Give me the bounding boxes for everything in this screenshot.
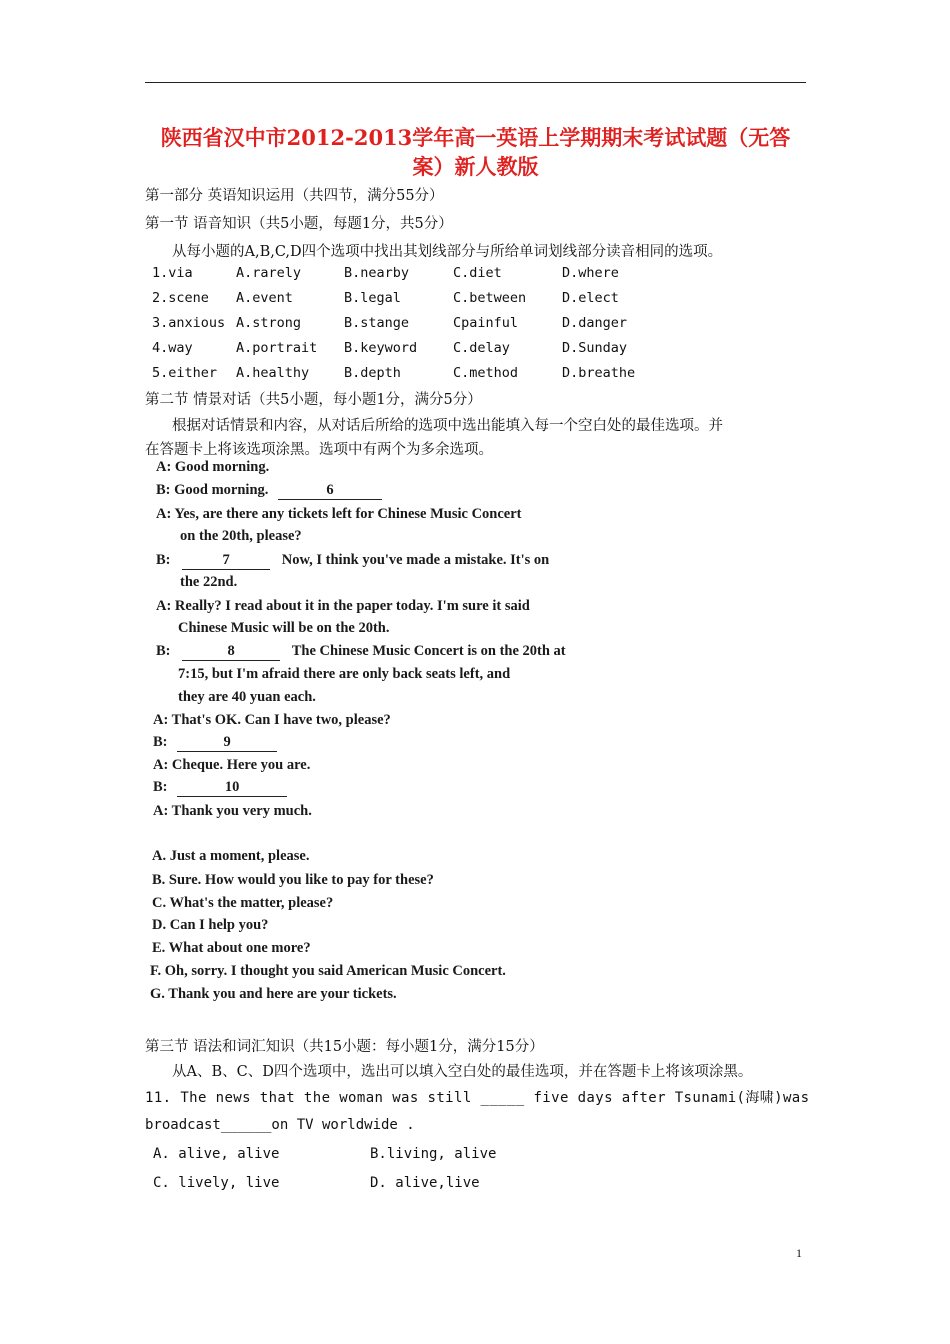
question-11-option-a: A. alive, alive	[153, 1146, 280, 1162]
q1-option-c: C.diet	[453, 265, 502, 281]
q1-word: 1.via	[152, 265, 193, 281]
section-three-heading: 第三节 语法和词汇知识（共15小题：每小题1分，满分15分）	[145, 1039, 544, 1055]
q1-option-d: D.where	[562, 265, 619, 281]
dialogue-line	[153, 779, 287, 797]
title-line-1: 陕西省汉中市2012-2013学年高一英语上学期期末考试试题（无答	[160, 125, 791, 150]
title-line-2: 案）新人教版	[412, 154, 539, 179]
dialogue-line: 7:15, but I'm afraid there are only back seats left, and	[178, 666, 511, 682]
q3-option-d: D.danger	[562, 315, 628, 331]
dialogue-option-c: C. What's the matter, please?	[152, 895, 334, 911]
q2-option-a: A.event	[236, 290, 293, 306]
blank-8: 8	[182, 643, 280, 661]
header-rule	[145, 82, 806, 83]
question-11-line-2: broadcast______on TV worldwide .	[145, 1117, 415, 1133]
q4-option-d: D.Sunday	[562, 340, 628, 356]
q4-option-b: B.keyword	[344, 340, 418, 356]
q2-word: 2.scene	[152, 290, 209, 306]
question-11-option-b: B.living, alive	[370, 1146, 497, 1162]
dialogue-line: A: Really? I read about it in the paper today. I'm sure it said	[156, 598, 530, 614]
blank-6: 6	[278, 482, 382, 500]
dialogue-speaker-text: B:	[153, 779, 168, 795]
q2-option-d: D.elect	[562, 290, 619, 306]
q5-word: 5.either	[152, 365, 218, 381]
q3-option-b: B.stange	[344, 315, 410, 331]
dialogue-option-g: G. Thank you and here are your tickets.	[150, 986, 397, 1002]
q4-word: 4.way	[152, 340, 193, 356]
dialogue-line	[156, 552, 549, 570]
blank-10: 10	[177, 779, 287, 797]
q3-word: 3.anxious	[152, 315, 226, 331]
dialogue-text: Now, I think you've made a mistake. It's on	[281, 552, 550, 568]
dialogue-line: A: Thank you very much.	[153, 803, 312, 819]
q5-option-b: B.depth	[344, 365, 401, 381]
dialogue-speaker-text: B:	[156, 643, 171, 659]
dialogue-option-a: A. Just a moment, please.	[152, 848, 310, 864]
document-title	[145, 123, 806, 181]
dialogue-speaker-text: B: Good morning.	[156, 482, 269, 498]
q4-option-c: C.delay	[453, 340, 510, 356]
question-11-option-c: C. lively, live	[153, 1175, 280, 1191]
section-two-instruction-1: 根据对话情景和内容，从对话后所给的选项中选出能填入每一个空白处的最佳选项。并	[172, 418, 723, 434]
q4-option-a: A.portrait	[236, 340, 318, 356]
dialogue-option-e: E. What about one more?	[152, 940, 311, 956]
section-three-instruction: 从A、B、C、D四个选项中，选出可以填入空白处的最佳选项，并在答题卡上将该项涂黑。	[172, 1064, 753, 1080]
section-one-heading: 第一节 语音知识（共5小题，每题1分，共5分）	[145, 216, 453, 232]
q1-option-a: A.rarely	[236, 265, 302, 281]
section-one-instruction: 从每小题的A,B,C,D四个选项中找出其划线部分与所给单词划线部分读音相同的选项。	[172, 244, 723, 260]
q3-option-c: Cpainful	[453, 315, 519, 331]
dialogue-line	[156, 482, 382, 500]
dialogue-line: A: Good morning.	[156, 459, 270, 475]
q5-option-c: C.method	[453, 365, 519, 381]
dialogue-line: they are 40 yuan each.	[178, 689, 316, 705]
q2-option-c: C.between	[453, 290, 527, 306]
blank-7: 7	[182, 552, 270, 570]
dialogue-line: A: Cheque. Here you are.	[153, 757, 311, 773]
q2-option-b: B.legal	[344, 290, 401, 306]
dialogue-line	[156, 643, 566, 661]
dialogue-option-b: B. Sure. How would you like to pay for these?	[152, 872, 434, 888]
page-number: 1	[796, 1246, 802, 1260]
section-two-heading: 第二节 情景对话（共5小题，每小题1分，满分5分）	[145, 392, 482, 408]
dialogue-option-d: D. Can I help you?	[152, 917, 269, 933]
dialogue-line	[153, 734, 277, 752]
dialogue-line: A: That's OK. Can I have two, please?	[153, 712, 391, 728]
dialogue-speaker-text: B:	[156, 552, 171, 568]
dialogue-text: The Chinese Music Concert is on the 20th at	[291, 643, 566, 659]
q5-option-a: A.healthy	[236, 365, 310, 381]
dialogue-line: the 22nd.	[180, 574, 238, 590]
q3-option-a: A.strong	[236, 315, 302, 331]
dialogue-speaker-text: B:	[153, 734, 168, 750]
part-one-heading: 第一部分 英语知识运用（共四节，满分55分）	[145, 188, 444, 204]
dialogue-line: Chinese Music will be on the 20th.	[178, 620, 390, 636]
dialogue-option-f: F. Oh, sorry. I thought you said American Music Concert.	[150, 963, 506, 979]
question-11-option-d: D. alive,live	[370, 1175, 480, 1191]
dialogue-line: on the 20th, please?	[180, 528, 302, 544]
q5-option-d: D.breathe	[562, 365, 636, 381]
section-two-instruction-2: 在答题卡上将该选项涂黑。选项中有两个为多余选项。	[145, 442, 493, 458]
blank-9: 9	[177, 734, 277, 752]
q1-option-b: B.nearby	[344, 265, 410, 281]
question-11-line-1: 11. The news that the woman was still _____ five days after Tsunami(海啸)was	[145, 1090, 810, 1106]
dialogue-line: A: Yes, are there any tickets left for Chinese Music Concert	[156, 506, 522, 522]
